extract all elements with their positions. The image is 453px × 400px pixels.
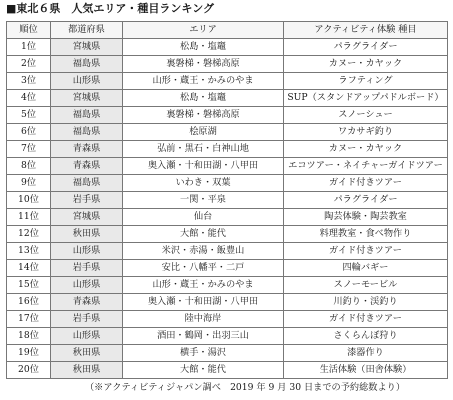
column-header-prefecture: 都道府県 [51, 22, 123, 39]
prefecture-cell: 秋田県 [51, 345, 123, 362]
activity-cell: 四輪バギー [284, 260, 448, 277]
rank-cell: 10位 [7, 192, 51, 209]
area-cell: 松島・塩竈 [123, 90, 284, 107]
area-cell: 桧原湖 [123, 124, 284, 141]
rank-cell: 3位 [7, 73, 51, 90]
rank-cell: 12位 [7, 226, 51, 243]
prefecture-cell: 秋田県 [51, 362, 123, 379]
activity-cell: 生活体験（田舎体験） [284, 362, 448, 379]
table-row [7, 56, 448, 73]
prefecture-cell: 青森県 [51, 294, 123, 311]
area-cell: 奥入瀬・十和田湖・八甲田 [123, 158, 284, 175]
area-cell: 弘前・黒石・白神山地 [123, 141, 284, 158]
activity-cell: ワカサギ釣り [284, 124, 448, 141]
prefecture-cell: 山形県 [51, 277, 123, 294]
activity-cell: エコツアー・ネイチャーガイドツアー [284, 158, 448, 175]
table-row [7, 124, 448, 141]
prefecture-cell: 岩手県 [51, 311, 123, 328]
page-title: ■東北６県 人気エリア・種目ランキング [6, 2, 215, 15]
table-row [7, 226, 448, 243]
rank-cell: 15位 [7, 277, 51, 294]
table-row [7, 345, 448, 362]
rank-cell: 16位 [7, 294, 51, 311]
prefecture-cell: 宮城県 [51, 39, 123, 56]
rank-cell: 5位 [7, 107, 51, 124]
rank-cell: 18位 [7, 328, 51, 345]
prefecture-cell: 福島県 [51, 175, 123, 192]
prefecture-cell: 青森県 [51, 141, 123, 158]
rank-cell: 1位 [7, 39, 51, 56]
activity-cell: パラグライダー [284, 192, 448, 209]
rank-cell: 17位 [7, 311, 51, 328]
area-cell: 裏磐梯・磐梯高原 [123, 56, 284, 73]
prefecture-cell: 福島県 [51, 124, 123, 141]
table-row [7, 243, 448, 260]
table-row [7, 73, 448, 90]
footnote: （※アクティビティジャパン調べ 2019 年 9 月 30 日までの予約総数より） [85, 382, 406, 393]
prefecture-cell: 福島県 [51, 107, 123, 124]
rank-cell: 2位 [7, 56, 51, 73]
table-row [7, 277, 448, 294]
rank-cell: 14位 [7, 260, 51, 277]
activity-cell: ガイド付きツアー [284, 175, 448, 192]
activity-cell: さくらんぼ狩り [284, 328, 448, 345]
activity-cell: スノーモービル [284, 277, 448, 294]
activity-cell: カヌー・カヤック [284, 56, 448, 73]
prefecture-cell: 青森県 [51, 158, 123, 175]
prefecture-cell: 山形県 [51, 243, 123, 260]
prefecture-cell: 宮城県 [51, 90, 123, 107]
column-header-activity: アクティビティ体験 種目 [284, 22, 448, 39]
area-cell: 大館・能代 [123, 362, 284, 379]
table-row [7, 90, 448, 107]
table-row [7, 192, 448, 209]
rank-cell: 8位 [7, 158, 51, 175]
prefecture-cell: 秋田県 [51, 226, 123, 243]
table-row [7, 362, 448, 379]
activity-cell: SUP（スタンドアップパドルボード） [284, 90, 448, 107]
area-cell: 仙台 [123, 209, 284, 226]
area-cell: 奥入瀬・十和田湖・八甲田 [123, 294, 284, 311]
rank-cell: 13位 [7, 243, 51, 260]
activity-cell: カヌー・カヤック [284, 141, 448, 158]
area-cell: 裏磐梯・磐梯高原 [123, 107, 284, 124]
area-cell: 松島・塩竈 [123, 39, 284, 56]
activity-cell: 料理教室・食べ物作り [284, 226, 448, 243]
area-cell: 山形・蔵王・かみのやま [123, 73, 284, 90]
area-cell: 陸中海岸 [123, 311, 284, 328]
table-row [7, 311, 448, 328]
ranking-table-body [7, 39, 448, 379]
column-header-rank: 順位 [7, 22, 51, 39]
table-row [7, 175, 448, 192]
activity-cell: ガイド付きツアー [284, 243, 448, 260]
table-row [7, 107, 448, 124]
table-row [7, 141, 448, 158]
table-row [7, 260, 448, 277]
activity-cell: 陶芸体験・陶芸教室 [284, 209, 448, 226]
column-header-area: エリア [123, 22, 284, 39]
activity-cell: 漆器作り [284, 345, 448, 362]
area-cell: 山形・蔵王・かみのやま [123, 277, 284, 294]
rank-cell: 7位 [7, 141, 51, 158]
prefecture-cell: 岩手県 [51, 260, 123, 277]
area-cell: 酒田・鶴岡・出羽三山 [123, 328, 284, 345]
activity-cell: ラフティング [284, 73, 448, 90]
table-row [7, 294, 448, 311]
prefecture-cell: 山形県 [51, 328, 123, 345]
area-cell: 横手・湯沢 [123, 345, 284, 362]
prefecture-cell: 宮城県 [51, 209, 123, 226]
area-cell: 大館・能代 [123, 226, 284, 243]
table-header-row [7, 22, 448, 39]
area-cell: 米沢・赤湯・飯豊山 [123, 243, 284, 260]
activity-cell: スノーシュー [284, 107, 448, 124]
table-row [7, 158, 448, 175]
prefecture-cell: 福島県 [51, 56, 123, 73]
rank-cell: 20位 [7, 362, 51, 379]
ranking-table [6, 21, 448, 379]
rank-cell: 19位 [7, 345, 51, 362]
activity-cell: ガイド付きツアー [284, 311, 448, 328]
rank-cell: 6位 [7, 124, 51, 141]
activity-cell: 川釣り・渓釣り [284, 294, 448, 311]
prefecture-cell: 岩手県 [51, 192, 123, 209]
area-cell: 安比・八幡平・二戸 [123, 260, 284, 277]
rank-cell: 4位 [7, 90, 51, 107]
rank-cell: 11位 [7, 209, 51, 226]
area-cell: 一関・平泉 [123, 192, 284, 209]
table-row [7, 328, 448, 345]
activity-cell: パラグライダー [284, 39, 448, 56]
prefecture-cell: 山形県 [51, 73, 123, 90]
table-row [7, 39, 448, 56]
rank-cell: 9位 [7, 175, 51, 192]
table-row [7, 209, 448, 226]
area-cell: いわき・双葉 [123, 175, 284, 192]
